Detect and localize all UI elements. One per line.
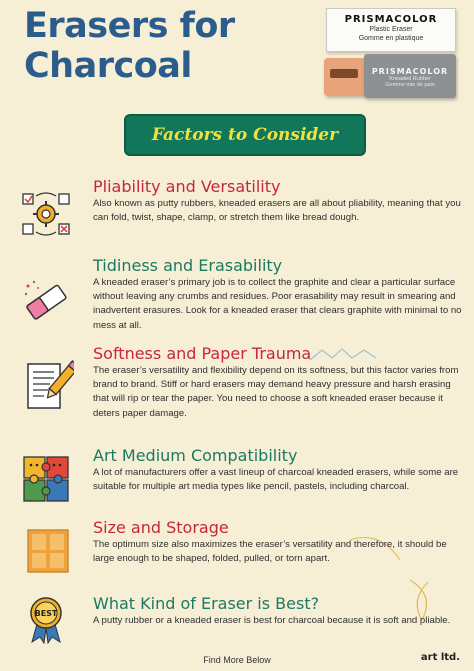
section-softness (93, 344, 465, 421)
section-heading: Size and Storage (93, 518, 229, 537)
section-art-medium (93, 446, 465, 494)
product-line3: Kneaded Rubber (389, 76, 431, 82)
product-brand-2: PRISMACOLOR (371, 67, 449, 76)
product-line2: Gomme en plastique (358, 35, 424, 42)
kneaded-eraser-package (364, 54, 456, 98)
section-text: The optimum size also maximizes the eraser’s versatility and therefore, it should be large enough to be shaped, folded, pulled, or torn apart. (93, 539, 447, 565)
page-title: Erasers for Charcoal (24, 6, 235, 86)
puzzle-icon (22, 455, 70, 503)
plastic-eraser-package (326, 8, 456, 52)
section-pliability (93, 177, 465, 225)
section-size-storage (93, 518, 465, 566)
find-more-link[interactable]: Find More Below (203, 655, 271, 665)
section-text: The eraser’s versatility and flexibility depend on its softness, but this factor varies from brand to brand. Stiff or hard erasers may demand heavy pressure and harsh erasing that will rip or tear the paper. You need to choose a soft kneaded eraser because it deters paper damage. (93, 365, 459, 419)
section-text: A kneaded eraser’s primary job is to collect the graphite and clear a particular surface without leaving any crumbs and residues. Poor erasability may result in smearing and inadvertent erasures. Look for a kneaded eraser that clears graphite with minimal to no mess at all. (93, 277, 462, 331)
section-tidiness (93, 256, 465, 333)
section-heading: What Kind of Eraser is Best? (93, 594, 320, 613)
section-heading: Art Medium Compatibility (93, 446, 298, 465)
product-line4: Gomme mie de pain (385, 82, 435, 88)
pink-eraser-image (324, 58, 366, 96)
section-text: A lot of manufacturers offer a vast lineup of charcoal kneaded erasers, while some are suitable for multiple art media types like pencil, pastels, including charcoal. (93, 467, 459, 493)
product-line1: Plastic Eraser (369, 26, 413, 33)
section-text: A putty rubber or a kneaded eraser is best for charcoal because it is soft and pliable. (93, 615, 451, 626)
eraser-product-images (320, 8, 460, 100)
gear-cycle-icon (20, 188, 72, 240)
art-ltd-logo: art ltd. (420, 652, 460, 663)
box-icon (26, 528, 70, 574)
product-brand: PRISMACOLOR (344, 14, 438, 25)
best-badge-icon (26, 596, 66, 644)
section-heading: Pliability and Versatility (93, 177, 281, 196)
section-text: Also known as putty rubbers, kneaded erasers are all about pliability, meaning that you can fold, twist, shape, clamp, or stretch them like bread dough. (93, 198, 461, 224)
paper-pencil-icon (24, 356, 74, 414)
section-best-eraser (93, 594, 465, 628)
factors-banner: Factors to Consider (124, 114, 366, 156)
section-heading: Softness and Paper Trauma (93, 344, 312, 363)
section-heading: Tidiness and Erasability (93, 256, 283, 275)
eraser-icon (22, 278, 72, 324)
best-badge-text: BEST (34, 609, 58, 618)
